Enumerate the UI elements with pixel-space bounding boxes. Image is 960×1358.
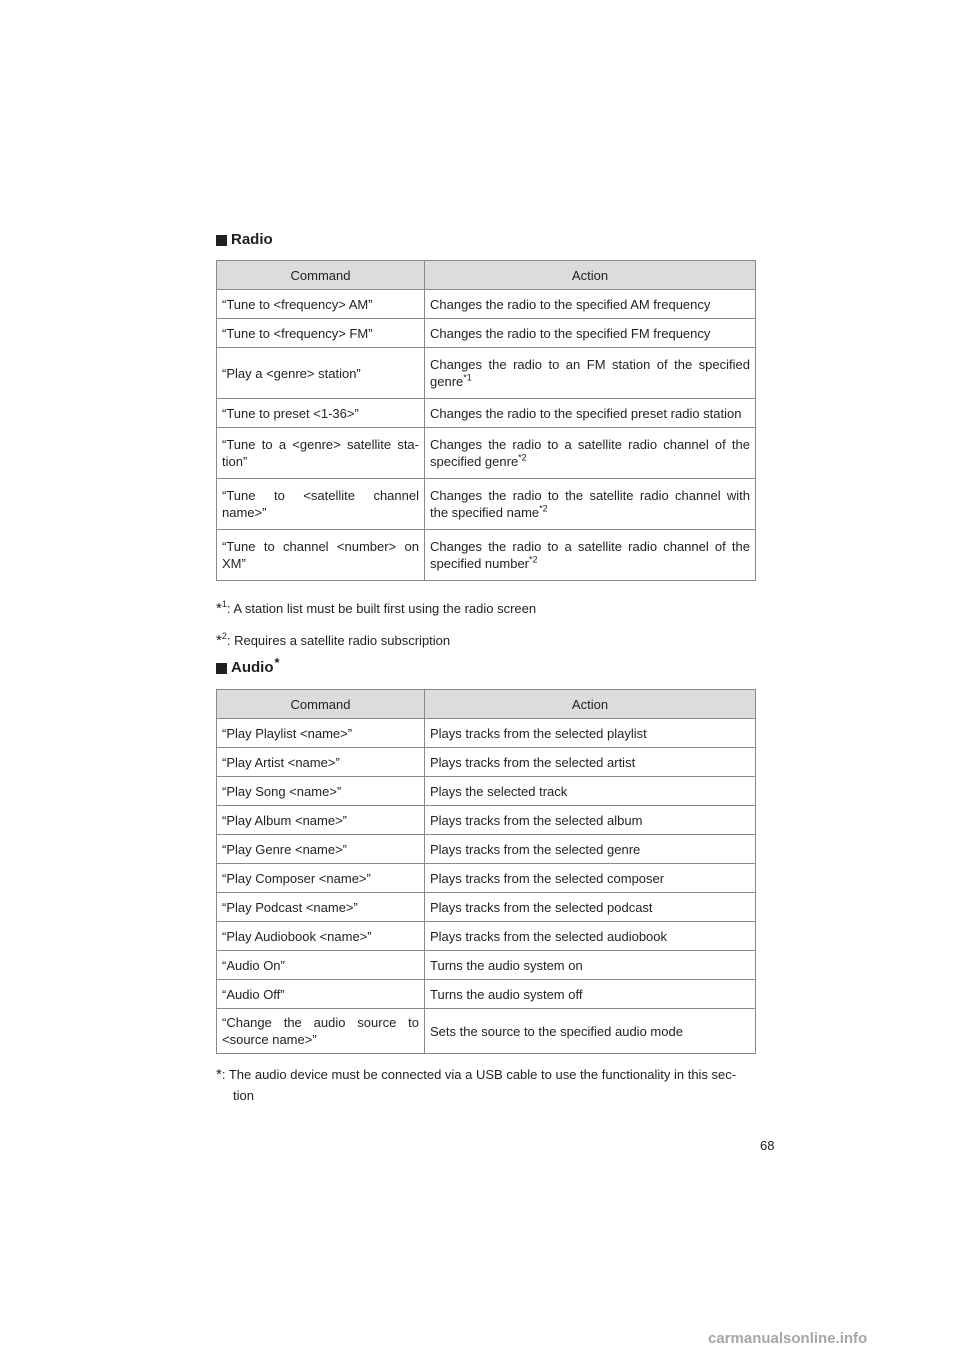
table-row xyxy=(217,1009,756,1054)
action-cell: Plays the selected track xyxy=(425,777,756,806)
action-cell: Plays tracks from the selected playlist xyxy=(425,719,756,748)
action-cell: Plays tracks from the selected audiobook xyxy=(425,922,756,951)
table-row xyxy=(217,428,756,479)
table-row xyxy=(217,777,756,806)
command-cell: “Audio On” xyxy=(217,951,425,980)
audio-heading-text: Audio xyxy=(231,659,274,676)
table-row xyxy=(217,835,756,864)
command-cell: “Tune to preset <1-36>” xyxy=(217,399,425,428)
action-cell: Plays tracks from the selected composer xyxy=(425,864,756,893)
table-row xyxy=(217,719,756,748)
radio-footnote-2: *$^2$: Requires a satellite radio subscription xyxy=(216,631,451,649)
watermark: carmanualsonline.info xyxy=(708,1330,868,1347)
table-row xyxy=(217,319,756,348)
footnote-text: : Requires a satellite radio subscription xyxy=(226,633,451,648)
action-column-header: Action xyxy=(425,690,756,719)
action-cell: Changes the radio to a satellite radio channel of the specified genre$^{*2}$ xyxy=(425,428,756,479)
audio-heading-mark: * xyxy=(274,655,280,670)
action-cell: Plays tracks from the selected album xyxy=(425,806,756,835)
action-cell: Changes the radio to the satellite radio channel with the specified name$^{*2}$ xyxy=(425,479,756,530)
command-cell: “Tune to a <genre> satellite sta-tion” xyxy=(217,428,425,479)
square-bullet-icon xyxy=(216,235,227,246)
command-cell: “Play Song <name>” xyxy=(217,777,425,806)
radio-command-table xyxy=(216,260,756,581)
table-row xyxy=(217,893,756,922)
command-cell: “Change the audio source to <source name>” xyxy=(217,1009,425,1054)
action-cell: Plays tracks from the selected artist xyxy=(425,748,756,777)
radio-heading xyxy=(216,231,273,248)
action-cell: Changes the radio to the specified AM frequency xyxy=(425,290,756,319)
footnote-ref: *2 xyxy=(529,554,538,565)
action-cell: Sets the source to the specified audio mode xyxy=(425,1009,756,1054)
action-column-header: Action xyxy=(425,261,756,290)
table-header-row xyxy=(217,261,756,290)
command-cell: “Tune to <satellite channel name>” xyxy=(217,479,425,530)
table-row xyxy=(217,951,756,980)
radio-footnote-1: *$^1$: A station list must be built first using the radio screen xyxy=(216,599,537,617)
table-header-row xyxy=(217,690,756,719)
audio-heading xyxy=(216,655,280,676)
radio-heading-text: Radio xyxy=(231,231,273,248)
footnote-ref: *1 xyxy=(463,372,472,383)
audio-command-table xyxy=(216,689,756,1054)
command-cell: “Play Artist <name>” xyxy=(217,748,425,777)
footnote-ref: *2 xyxy=(518,452,527,463)
table-row xyxy=(217,922,756,951)
page-number: 68 xyxy=(760,1138,775,1153)
command-cell: “Play Genre <name>” xyxy=(217,835,425,864)
audio-footnote: *: The audio device must be connected via a USB cable to use the functionality in this sec- tion xyxy=(216,1064,761,1106)
footnote-text-continued: tion xyxy=(233,1088,254,1103)
action-cell: Changes the radio to the specified FM frequency xyxy=(425,319,756,348)
command-cell: “Audio Off” xyxy=(217,980,425,1009)
footnote-ref: *2 xyxy=(539,503,548,514)
command-cell: “Tune to <frequency> AM” xyxy=(217,290,425,319)
table-row xyxy=(217,290,756,319)
action-cell: Plays tracks from the selected podcast xyxy=(425,893,756,922)
table-row xyxy=(217,530,756,581)
square-bullet-icon xyxy=(216,663,227,674)
table-row xyxy=(217,864,756,893)
table-row xyxy=(217,348,756,399)
command-cell: “Play Playlist <name>” xyxy=(217,719,425,748)
command-column-header: Command xyxy=(217,261,425,290)
table-row xyxy=(217,980,756,1009)
action-cell: Plays tracks from the selected genre xyxy=(425,835,756,864)
table-row xyxy=(217,479,756,530)
command-cell: “Play Podcast <name>” xyxy=(217,893,425,922)
table-row xyxy=(217,748,756,777)
command-column-header: Command xyxy=(217,690,425,719)
action-cell: Changes the radio to a satellite radio channel of the specified number$^{*2}$ xyxy=(425,530,756,581)
command-cell: “Tune to <frequency> FM” xyxy=(217,319,425,348)
command-cell: “Play Album <name>” xyxy=(217,806,425,835)
command-cell: “Play Composer <name>” xyxy=(217,864,425,893)
action-cell: Turns the audio system on xyxy=(425,951,756,980)
table-row xyxy=(217,806,756,835)
footnote-text: : The audio device must be connected via a USB cable to use the functionality in this sec- xyxy=(221,1067,737,1082)
action-cell: Changes the radio to the specified preset radio station xyxy=(425,399,756,428)
command-cell: “Play a <genre> station” xyxy=(217,348,425,399)
footnote-text: : A station list must be built first using the radio screen xyxy=(226,601,537,616)
action-cell: Turns the audio system off xyxy=(425,980,756,1009)
command-cell: “Tune to channel <number> on XM” xyxy=(217,530,425,581)
table-row xyxy=(217,399,756,428)
command-cell: “Play Audiobook <name>” xyxy=(217,922,425,951)
action-cell: Changes the radio to an FM station of the specified genre$^{*1}$ xyxy=(425,348,756,399)
